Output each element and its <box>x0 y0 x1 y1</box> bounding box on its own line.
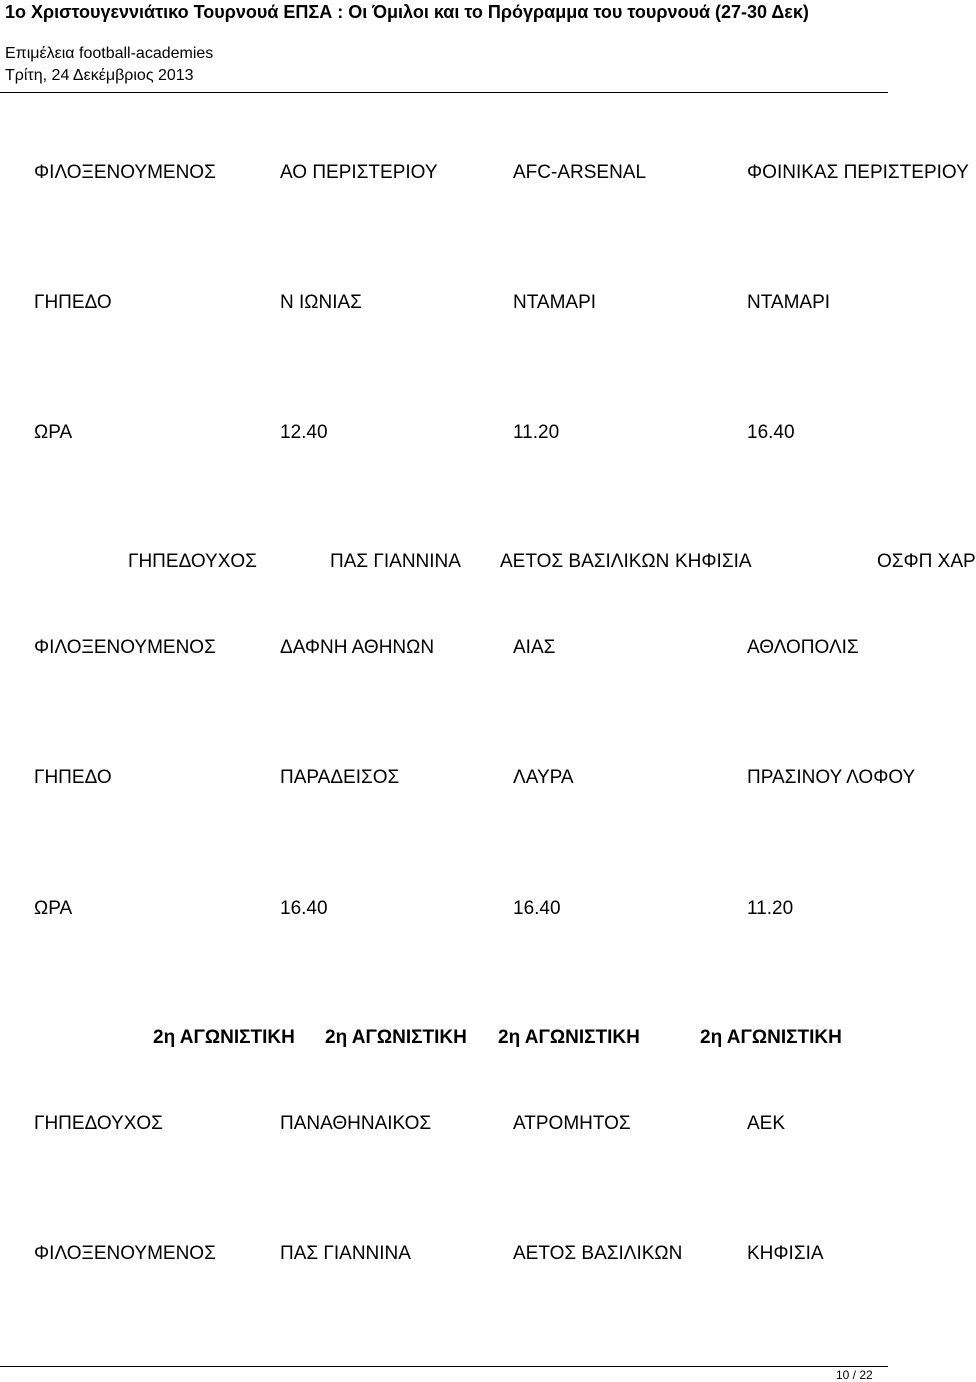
time-label: ΩΡΑ <box>34 898 73 919</box>
author-line: Επιμέλεια football-academies <box>5 45 214 62</box>
time-label: ΩΡΑ <box>34 422 73 443</box>
host-team: ΠΑΝΑΘΗΝΑΙΚΟΣ <box>280 1113 432 1134</box>
round-label: 2η ΑΓΩΝΙΣΤΙΚΗ <box>498 1027 640 1048</box>
match-time: 16.40 <box>513 898 561 919</box>
venue-name: ΝΤΑΜΑΡΙ <box>747 292 831 313</box>
guest-team: ΦΟΙΝΙΚΑΣ ΠΕΡΙΣΤΕΡΙΟΥ <box>747 162 969 183</box>
page-number: 10 / 22 <box>836 1368 873 1382</box>
host-team: ΠΑΣ ΓΙΑΝΝΙΝΑ <box>330 551 461 572</box>
match-time: 16.40 <box>280 898 328 919</box>
guests-label: ΦΙΛΟΞΕΝΟΥΜΕΝΟΣ <box>34 637 216 658</box>
round-label: 2η ΑΓΩΝΙΣΤΙΚΗ <box>700 1027 842 1048</box>
header-divider <box>0 92 888 93</box>
venue-name: ΛΑΥΡΑ <box>513 767 574 788</box>
page-title: 1ο Χριστουγεννιάτικο Τουρνουά ΕΠΣΑ : Οι Όμιλοι και το Πρόγραμμα του τουρνουά (27-30 Δεκ) <box>5 2 809 22</box>
guests-label: ΦΙΛΟΞΕΝΟΥΜΕΝΟΣ <box>34 162 216 183</box>
venue-name: ΠΑΡΑΔΕΙΣΟΣ <box>280 767 400 788</box>
venue-name: ΠΡΑΣΙΝΟΥ ΛΟΦΟΥ <box>747 767 916 788</box>
guest-team: ΔΑΦΝΗ ΑΘΗΝΩΝ <box>280 637 435 658</box>
host-team: ΑΕΚ <box>747 1113 786 1134</box>
venue-name: ΝΤΑΜΑΡΙ <box>513 292 597 313</box>
match-time: 16.40 <box>747 422 795 443</box>
guest-team: ΑΘΛΟΠΟΛΙΣ <box>747 637 859 658</box>
venue-label: ΓΗΠΕΔΟ <box>34 292 112 313</box>
venue-name: Ν ΙΩΝΙΑΣ <box>280 292 362 313</box>
guest-team: ΠΑΣ ΓΙΑΝΝΙΝΑ <box>280 1243 411 1264</box>
guest-team: ΑΙΑΣ <box>513 637 556 658</box>
footer-divider <box>0 1366 888 1367</box>
match-time: 12.40 <box>280 422 328 443</box>
guest-team: ΚΗΦΙΣΙΑ <box>747 1243 824 1264</box>
guest-team: ΑΕΤΟΣ ΒΑΣΙΛΙΚΩΝ <box>513 1243 683 1264</box>
host-team: ΟΣΦΠ ΧΑΡ <box>877 551 976 572</box>
host-team: ΑΕΤΟΣ ΒΑΣΙΛΙΚΩΝ <box>500 551 670 572</box>
guest-team: ΑΟ ΠΕΡΙΣΤΕΡΙΟΥ <box>280 162 438 183</box>
host-team: ΚΗΦΙΣΙΑ <box>675 551 752 572</box>
round-label: 2η ΑΓΩΝΙΣΤΙΚΗ <box>325 1027 467 1048</box>
guest-team: AFC-ARSENAL <box>513 162 647 183</box>
round-label: 2η ΑΓΩΝΙΣΤΙΚΗ <box>153 1027 295 1048</box>
venue-label: ΓΗΠΕΔΟ <box>34 767 112 788</box>
guests-label: ΦΙΛΟΞΕΝΟΥΜΕΝΟΣ <box>34 1243 216 1264</box>
host-team: ΑΤΡΟΜΗΤΟΣ <box>513 1113 631 1134</box>
match-time: 11.20 <box>513 422 560 443</box>
hosts-label: ΓΗΠΕΔΟΥΧΟΣ <box>128 551 257 572</box>
hosts-label: ΓΗΠΕΔΟΥΧΟΣ <box>34 1113 163 1134</box>
date-line: Τρίτη, 24 Δεκέμβριος 2013 <box>5 67 194 84</box>
match-time: 11.20 <box>747 898 794 919</box>
